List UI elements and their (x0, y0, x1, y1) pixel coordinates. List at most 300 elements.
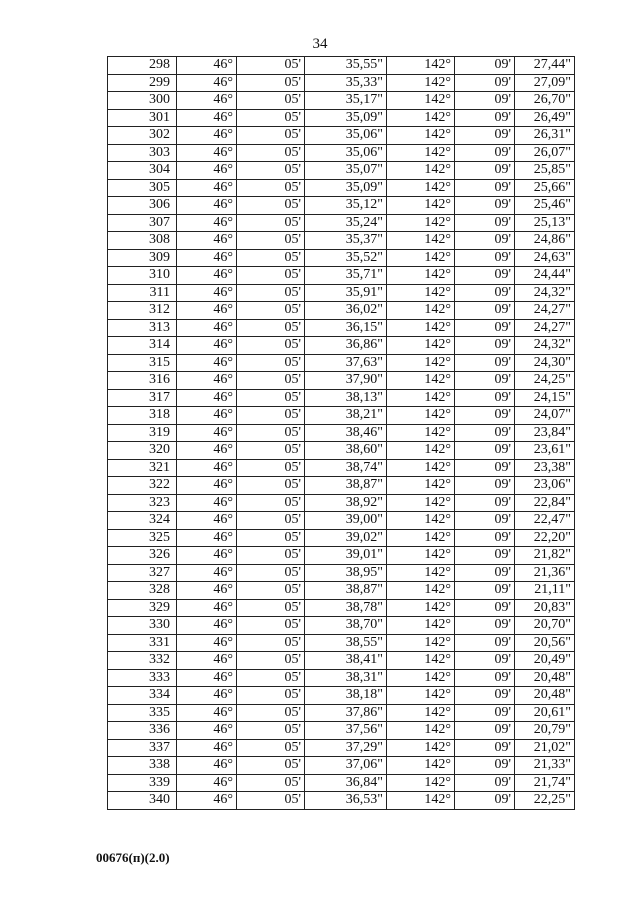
point-number-cell: 322 (108, 477, 177, 495)
longitude-seconds-cell: 21,11" (515, 582, 575, 600)
longitude-minutes-cell: 09' (455, 652, 515, 670)
point-number-cell: 328 (108, 582, 177, 600)
longitude-degrees-cell: 142° (387, 179, 455, 197)
table-row (108, 284, 575, 302)
longitude-minutes-cell: 09' (455, 757, 515, 775)
document-code: 00676(п)(2.0) (96, 850, 170, 865)
point-number-cell: 335 (108, 704, 177, 722)
latitude-seconds-cell: 39,01" (305, 547, 387, 565)
table-row (108, 319, 575, 337)
latitude-minutes-cell: 05' (237, 337, 305, 355)
point-number-cell: 304 (108, 162, 177, 180)
table-row (108, 547, 575, 565)
longitude-minutes-cell: 09' (455, 582, 515, 600)
point-number-cell: 306 (108, 197, 177, 215)
latitude-minutes-cell: 05' (237, 319, 305, 337)
latitude-seconds-cell: 38,21" (305, 407, 387, 425)
point-number-cell: 334 (108, 687, 177, 705)
latitude-degrees-cell: 46° (177, 792, 237, 810)
longitude-degrees-cell: 142° (387, 704, 455, 722)
latitude-minutes-cell: 05' (237, 267, 305, 285)
point-number-cell: 305 (108, 179, 177, 197)
point-number-cell: 327 (108, 564, 177, 582)
longitude-degrees-cell: 142° (387, 757, 455, 775)
longitude-seconds-cell: 24,07" (515, 407, 575, 425)
latitude-minutes-cell: 05' (237, 109, 305, 127)
latitude-seconds-cell: 35,12" (305, 197, 387, 215)
latitude-degrees-cell: 46° (177, 249, 237, 267)
longitude-degrees-cell: 142° (387, 389, 455, 407)
table-row (108, 197, 575, 215)
table-row (108, 214, 575, 232)
latitude-minutes-cell: 05' (237, 57, 305, 75)
table-row (108, 652, 575, 670)
longitude-minutes-cell: 09' (455, 634, 515, 652)
longitude-seconds-cell: 21,74" (515, 774, 575, 792)
longitude-minutes-cell: 09' (455, 57, 515, 75)
latitude-degrees-cell: 46° (177, 354, 237, 372)
page-number: 34 (312, 36, 328, 52)
latitude-seconds-cell: 35,33" (305, 74, 387, 92)
latitude-minutes-cell: 05' (237, 494, 305, 512)
longitude-minutes-cell: 09' (455, 617, 515, 635)
latitude-minutes-cell: 05' (237, 442, 305, 460)
latitude-minutes-cell: 05' (237, 547, 305, 565)
latitude-seconds-cell: 38,87" (305, 582, 387, 600)
longitude-minutes-cell: 09' (455, 92, 515, 110)
latitude-degrees-cell: 46° (177, 774, 237, 792)
longitude-minutes-cell: 09' (455, 407, 515, 425)
point-number-cell: 303 (108, 144, 177, 162)
latitude-minutes-cell: 05' (237, 302, 305, 320)
longitude-minutes-cell: 09' (455, 547, 515, 565)
point-number-cell: 301 (108, 109, 177, 127)
latitude-degrees-cell: 46° (177, 179, 237, 197)
table-row (108, 389, 575, 407)
longitude-degrees-cell: 142° (387, 634, 455, 652)
table-row (108, 687, 575, 705)
longitude-minutes-cell: 09' (455, 477, 515, 495)
latitude-minutes-cell: 05' (237, 722, 305, 740)
latitude-degrees-cell: 46° (177, 599, 237, 617)
latitude-degrees-cell: 46° (177, 162, 237, 180)
point-number-cell: 299 (108, 74, 177, 92)
point-number-cell: 318 (108, 407, 177, 425)
latitude-degrees-cell: 46° (177, 529, 237, 547)
latitude-minutes-cell: 05' (237, 757, 305, 775)
latitude-minutes-cell: 05' (237, 389, 305, 407)
longitude-seconds-cell: 24,27" (515, 302, 575, 320)
longitude-degrees-cell: 142° (387, 792, 455, 810)
latitude-minutes-cell: 05' (237, 669, 305, 687)
latitude-minutes-cell: 05' (237, 687, 305, 705)
latitude-seconds-cell: 35,71" (305, 267, 387, 285)
latitude-degrees-cell: 46° (177, 232, 237, 250)
latitude-minutes-cell: 05' (237, 582, 305, 600)
longitude-degrees-cell: 142° (387, 92, 455, 110)
longitude-minutes-cell: 09' (455, 722, 515, 740)
latitude-minutes-cell: 05' (237, 739, 305, 757)
latitude-seconds-cell: 38,78" (305, 599, 387, 617)
latitude-degrees-cell: 46° (177, 757, 237, 775)
longitude-degrees-cell: 142° (387, 722, 455, 740)
longitude-minutes-cell: 09' (455, 179, 515, 197)
table-row (108, 757, 575, 775)
longitude-seconds-cell: 27,09" (515, 74, 575, 92)
longitude-degrees-cell: 142° (387, 477, 455, 495)
longitude-degrees-cell: 142° (387, 529, 455, 547)
latitude-degrees-cell: 46° (177, 459, 237, 477)
latitude-minutes-cell: 05' (237, 704, 305, 722)
table-row (108, 249, 575, 267)
longitude-minutes-cell: 09' (455, 669, 515, 687)
latitude-degrees-cell: 46° (177, 634, 237, 652)
table-row (108, 599, 575, 617)
latitude-minutes-cell: 05' (237, 162, 305, 180)
table-row (108, 722, 575, 740)
longitude-seconds-cell: 24,32" (515, 284, 575, 302)
latitude-seconds-cell: 36,02" (305, 302, 387, 320)
longitude-degrees-cell: 142° (387, 284, 455, 302)
longitude-degrees-cell: 142° (387, 599, 455, 617)
longitude-minutes-cell: 09' (455, 512, 515, 530)
point-number-cell: 307 (108, 214, 177, 232)
longitude-degrees-cell: 142° (387, 494, 455, 512)
longitude-minutes-cell: 09' (455, 74, 515, 92)
latitude-seconds-cell: 35,06" (305, 144, 387, 162)
longitude-seconds-cell: 25,46" (515, 197, 575, 215)
latitude-minutes-cell: 05' (237, 127, 305, 145)
latitude-degrees-cell: 46° (177, 739, 237, 757)
longitude-seconds-cell: 21,33" (515, 757, 575, 775)
longitude-minutes-cell: 09' (455, 459, 515, 477)
point-number-cell: 336 (108, 722, 177, 740)
longitude-degrees-cell: 142° (387, 109, 455, 127)
latitude-minutes-cell: 05' (237, 407, 305, 425)
latitude-minutes-cell: 05' (237, 529, 305, 547)
longitude-degrees-cell: 142° (387, 302, 455, 320)
latitude-degrees-cell: 46° (177, 617, 237, 635)
longitude-minutes-cell: 09' (455, 739, 515, 757)
longitude-seconds-cell: 25,66" (515, 179, 575, 197)
longitude-seconds-cell: 24,44" (515, 267, 575, 285)
latitude-seconds-cell: 37,29" (305, 739, 387, 757)
longitude-degrees-cell: 142° (387, 617, 455, 635)
latitude-degrees-cell: 46° (177, 109, 237, 127)
longitude-minutes-cell: 09' (455, 792, 515, 810)
longitude-seconds-cell: 26,31" (515, 127, 575, 145)
point-number-cell: 340 (108, 792, 177, 810)
point-number-cell: 325 (108, 529, 177, 547)
latitude-degrees-cell: 46° (177, 582, 237, 600)
latitude-minutes-cell: 05' (237, 459, 305, 477)
coordinates-table-body (108, 57, 575, 810)
longitude-seconds-cell: 23,84" (515, 424, 575, 442)
table-row (108, 74, 575, 92)
longitude-degrees-cell: 142° (387, 232, 455, 250)
latitude-minutes-cell: 05' (237, 74, 305, 92)
longitude-degrees-cell: 142° (387, 74, 455, 92)
latitude-minutes-cell: 05' (237, 617, 305, 635)
longitude-seconds-cell: 24,63" (515, 249, 575, 267)
longitude-seconds-cell: 20,83" (515, 599, 575, 617)
latitude-minutes-cell: 05' (237, 249, 305, 267)
longitude-seconds-cell: 20,48" (515, 669, 575, 687)
latitude-degrees-cell: 46° (177, 687, 237, 705)
latitude-minutes-cell: 05' (237, 792, 305, 810)
table-row (108, 337, 575, 355)
table-row (108, 792, 575, 810)
latitude-seconds-cell: 38,95" (305, 564, 387, 582)
longitude-minutes-cell: 09' (455, 599, 515, 617)
table-row (108, 564, 575, 582)
table-row (108, 162, 575, 180)
longitude-degrees-cell: 142° (387, 739, 455, 757)
longitude-degrees-cell: 142° (387, 337, 455, 355)
longitude-minutes-cell: 09' (455, 704, 515, 722)
latitude-minutes-cell: 05' (237, 354, 305, 372)
latitude-minutes-cell: 05' (237, 92, 305, 110)
longitude-seconds-cell: 25,13" (515, 214, 575, 232)
point-number-cell: 313 (108, 319, 177, 337)
longitude-degrees-cell: 142° (387, 564, 455, 582)
table-row (108, 459, 575, 477)
latitude-minutes-cell: 05' (237, 372, 305, 390)
longitude-minutes-cell: 09' (455, 267, 515, 285)
latitude-degrees-cell: 46° (177, 57, 237, 75)
point-number-cell: 330 (108, 617, 177, 635)
longitude-degrees-cell: 142° (387, 424, 455, 442)
longitude-degrees-cell: 142° (387, 127, 455, 145)
longitude-seconds-cell: 23,61" (515, 442, 575, 460)
longitude-seconds-cell: 20,61" (515, 704, 575, 722)
point-number-cell: 310 (108, 267, 177, 285)
longitude-minutes-cell: 09' (455, 319, 515, 337)
latitude-minutes-cell: 05' (237, 144, 305, 162)
longitude-seconds-cell: 24,32" (515, 337, 575, 355)
table-row (108, 669, 575, 687)
latitude-degrees-cell: 46° (177, 92, 237, 110)
point-number-cell: 312 (108, 302, 177, 320)
latitude-minutes-cell: 05' (237, 652, 305, 670)
longitude-seconds-cell: 22,25" (515, 792, 575, 810)
latitude-minutes-cell: 05' (237, 774, 305, 792)
table-row (108, 354, 575, 372)
table-row (108, 774, 575, 792)
latitude-degrees-cell: 46° (177, 407, 237, 425)
longitude-degrees-cell: 142° (387, 354, 455, 372)
longitude-seconds-cell: 26,70" (515, 92, 575, 110)
point-number-cell: 329 (108, 599, 177, 617)
longitude-seconds-cell: 26,07" (515, 144, 575, 162)
longitude-minutes-cell: 09' (455, 197, 515, 215)
longitude-degrees-cell: 142° (387, 547, 455, 565)
latitude-minutes-cell: 05' (237, 214, 305, 232)
table-row (108, 127, 575, 145)
latitude-seconds-cell: 38,87" (305, 477, 387, 495)
latitude-minutes-cell: 05' (237, 512, 305, 530)
longitude-degrees-cell: 142° (387, 197, 455, 215)
table-row (108, 739, 575, 757)
latitude-degrees-cell: 46° (177, 722, 237, 740)
latitude-degrees-cell: 46° (177, 127, 237, 145)
longitude-degrees-cell: 142° (387, 459, 455, 477)
latitude-degrees-cell: 46° (177, 442, 237, 460)
latitude-minutes-cell: 05' (237, 232, 305, 250)
latitude-seconds-cell: 35,91" (305, 284, 387, 302)
latitude-degrees-cell: 46° (177, 512, 237, 530)
longitude-seconds-cell: 20,70" (515, 617, 575, 635)
latitude-seconds-cell: 37,56" (305, 722, 387, 740)
latitude-seconds-cell: 37,86" (305, 704, 387, 722)
latitude-seconds-cell: 35,17" (305, 92, 387, 110)
longitude-seconds-cell: 23,06" (515, 477, 575, 495)
table-row (108, 582, 575, 600)
longitude-minutes-cell: 09' (455, 302, 515, 320)
longitude-degrees-cell: 142° (387, 249, 455, 267)
longitude-minutes-cell: 09' (455, 162, 515, 180)
longitude-minutes-cell: 09' (455, 564, 515, 582)
latitude-degrees-cell: 46° (177, 267, 237, 285)
longitude-seconds-cell: 20,49" (515, 652, 575, 670)
longitude-minutes-cell: 09' (455, 249, 515, 267)
longitude-seconds-cell: 22,20" (515, 529, 575, 547)
longitude-seconds-cell: 24,15" (515, 389, 575, 407)
point-number-cell: 308 (108, 232, 177, 250)
latitude-seconds-cell: 35,37" (305, 232, 387, 250)
longitude-minutes-cell: 09' (455, 372, 515, 390)
latitude-degrees-cell: 46° (177, 494, 237, 512)
longitude-minutes-cell: 09' (455, 127, 515, 145)
table-row (108, 442, 575, 460)
longitude-degrees-cell: 142° (387, 582, 455, 600)
latitude-minutes-cell: 05' (237, 179, 305, 197)
point-number-cell: 316 (108, 372, 177, 390)
latitude-seconds-cell: 39,02" (305, 529, 387, 547)
table-row (108, 92, 575, 110)
point-number-cell: 321 (108, 459, 177, 477)
latitude-seconds-cell: 36,86" (305, 337, 387, 355)
latitude-degrees-cell: 46° (177, 214, 237, 232)
table-row (108, 144, 575, 162)
latitude-seconds-cell: 38,46" (305, 424, 387, 442)
latitude-minutes-cell: 05' (237, 477, 305, 495)
longitude-minutes-cell: 09' (455, 442, 515, 460)
point-number-cell: 320 (108, 442, 177, 460)
longitude-seconds-cell: 21,36" (515, 564, 575, 582)
point-number-cell: 339 (108, 774, 177, 792)
point-number-cell: 333 (108, 669, 177, 687)
longitude-seconds-cell: 21,02" (515, 739, 575, 757)
longitude-seconds-cell: 22,84" (515, 494, 575, 512)
longitude-minutes-cell: 09' (455, 144, 515, 162)
longitude-seconds-cell: 22,47" (515, 512, 575, 530)
point-number-cell: 309 (108, 249, 177, 267)
longitude-seconds-cell: 24,25" (515, 372, 575, 390)
point-number-cell: 331 (108, 634, 177, 652)
latitude-degrees-cell: 46° (177, 477, 237, 495)
longitude-seconds-cell: 20,48" (515, 687, 575, 705)
latitude-minutes-cell: 05' (237, 599, 305, 617)
latitude-minutes-cell: 05' (237, 634, 305, 652)
longitude-degrees-cell: 142° (387, 319, 455, 337)
longitude-minutes-cell: 09' (455, 284, 515, 302)
table-row (108, 529, 575, 547)
latitude-degrees-cell: 46° (177, 564, 237, 582)
latitude-seconds-cell: 37,63" (305, 354, 387, 372)
latitude-degrees-cell: 46° (177, 337, 237, 355)
longitude-minutes-cell: 09' (455, 389, 515, 407)
latitude-seconds-cell: 35,07" (305, 162, 387, 180)
coordinates-table (107, 56, 575, 810)
longitude-seconds-cell: 26,49" (515, 109, 575, 127)
longitude-seconds-cell: 20,56" (515, 634, 575, 652)
point-number-cell: 315 (108, 354, 177, 372)
point-number-cell: 319 (108, 424, 177, 442)
latitude-seconds-cell: 35,09" (305, 179, 387, 197)
longitude-minutes-cell: 09' (455, 774, 515, 792)
point-number-cell: 300 (108, 92, 177, 110)
latitude-degrees-cell: 46° (177, 319, 237, 337)
longitude-degrees-cell: 142° (387, 267, 455, 285)
latitude-seconds-cell: 38,60" (305, 442, 387, 460)
latitude-degrees-cell: 46° (177, 547, 237, 565)
latitude-seconds-cell: 38,31" (305, 669, 387, 687)
latitude-seconds-cell: 39,00" (305, 512, 387, 530)
longitude-minutes-cell: 09' (455, 232, 515, 250)
point-number-cell: 317 (108, 389, 177, 407)
point-number-cell: 337 (108, 739, 177, 757)
longitude-minutes-cell: 09' (455, 529, 515, 547)
latitude-minutes-cell: 05' (237, 564, 305, 582)
longitude-degrees-cell: 142° (387, 144, 455, 162)
table-row (108, 179, 575, 197)
latitude-minutes-cell: 05' (237, 424, 305, 442)
latitude-minutes-cell: 05' (237, 197, 305, 215)
longitude-seconds-cell: 24,27" (515, 319, 575, 337)
latitude-seconds-cell: 36,53" (305, 792, 387, 810)
table-row (108, 57, 575, 75)
latitude-degrees-cell: 46° (177, 284, 237, 302)
latitude-seconds-cell: 38,70" (305, 617, 387, 635)
longitude-seconds-cell: 21,82" (515, 547, 575, 565)
latitude-seconds-cell: 37,06" (305, 757, 387, 775)
table-row (108, 232, 575, 250)
table-row (108, 302, 575, 320)
longitude-degrees-cell: 142° (387, 162, 455, 180)
table-row (108, 477, 575, 495)
latitude-seconds-cell: 38,41" (305, 652, 387, 670)
longitude-seconds-cell: 24,30" (515, 354, 575, 372)
longitude-degrees-cell: 142° (387, 512, 455, 530)
point-number-cell: 302 (108, 127, 177, 145)
table-row (108, 634, 575, 652)
longitude-minutes-cell: 09' (455, 337, 515, 355)
longitude-minutes-cell: 09' (455, 424, 515, 442)
longitude-seconds-cell: 27,44" (515, 57, 575, 75)
table-row (108, 372, 575, 390)
table-row (108, 512, 575, 530)
table-row (108, 617, 575, 635)
latitude-degrees-cell: 46° (177, 389, 237, 407)
latitude-seconds-cell: 35,06" (305, 127, 387, 145)
latitude-seconds-cell: 35,09" (305, 109, 387, 127)
point-number-cell: 326 (108, 547, 177, 565)
latitude-degrees-cell: 46° (177, 424, 237, 442)
longitude-minutes-cell: 09' (455, 109, 515, 127)
latitude-seconds-cell: 36,15" (305, 319, 387, 337)
point-number-cell: 338 (108, 757, 177, 775)
